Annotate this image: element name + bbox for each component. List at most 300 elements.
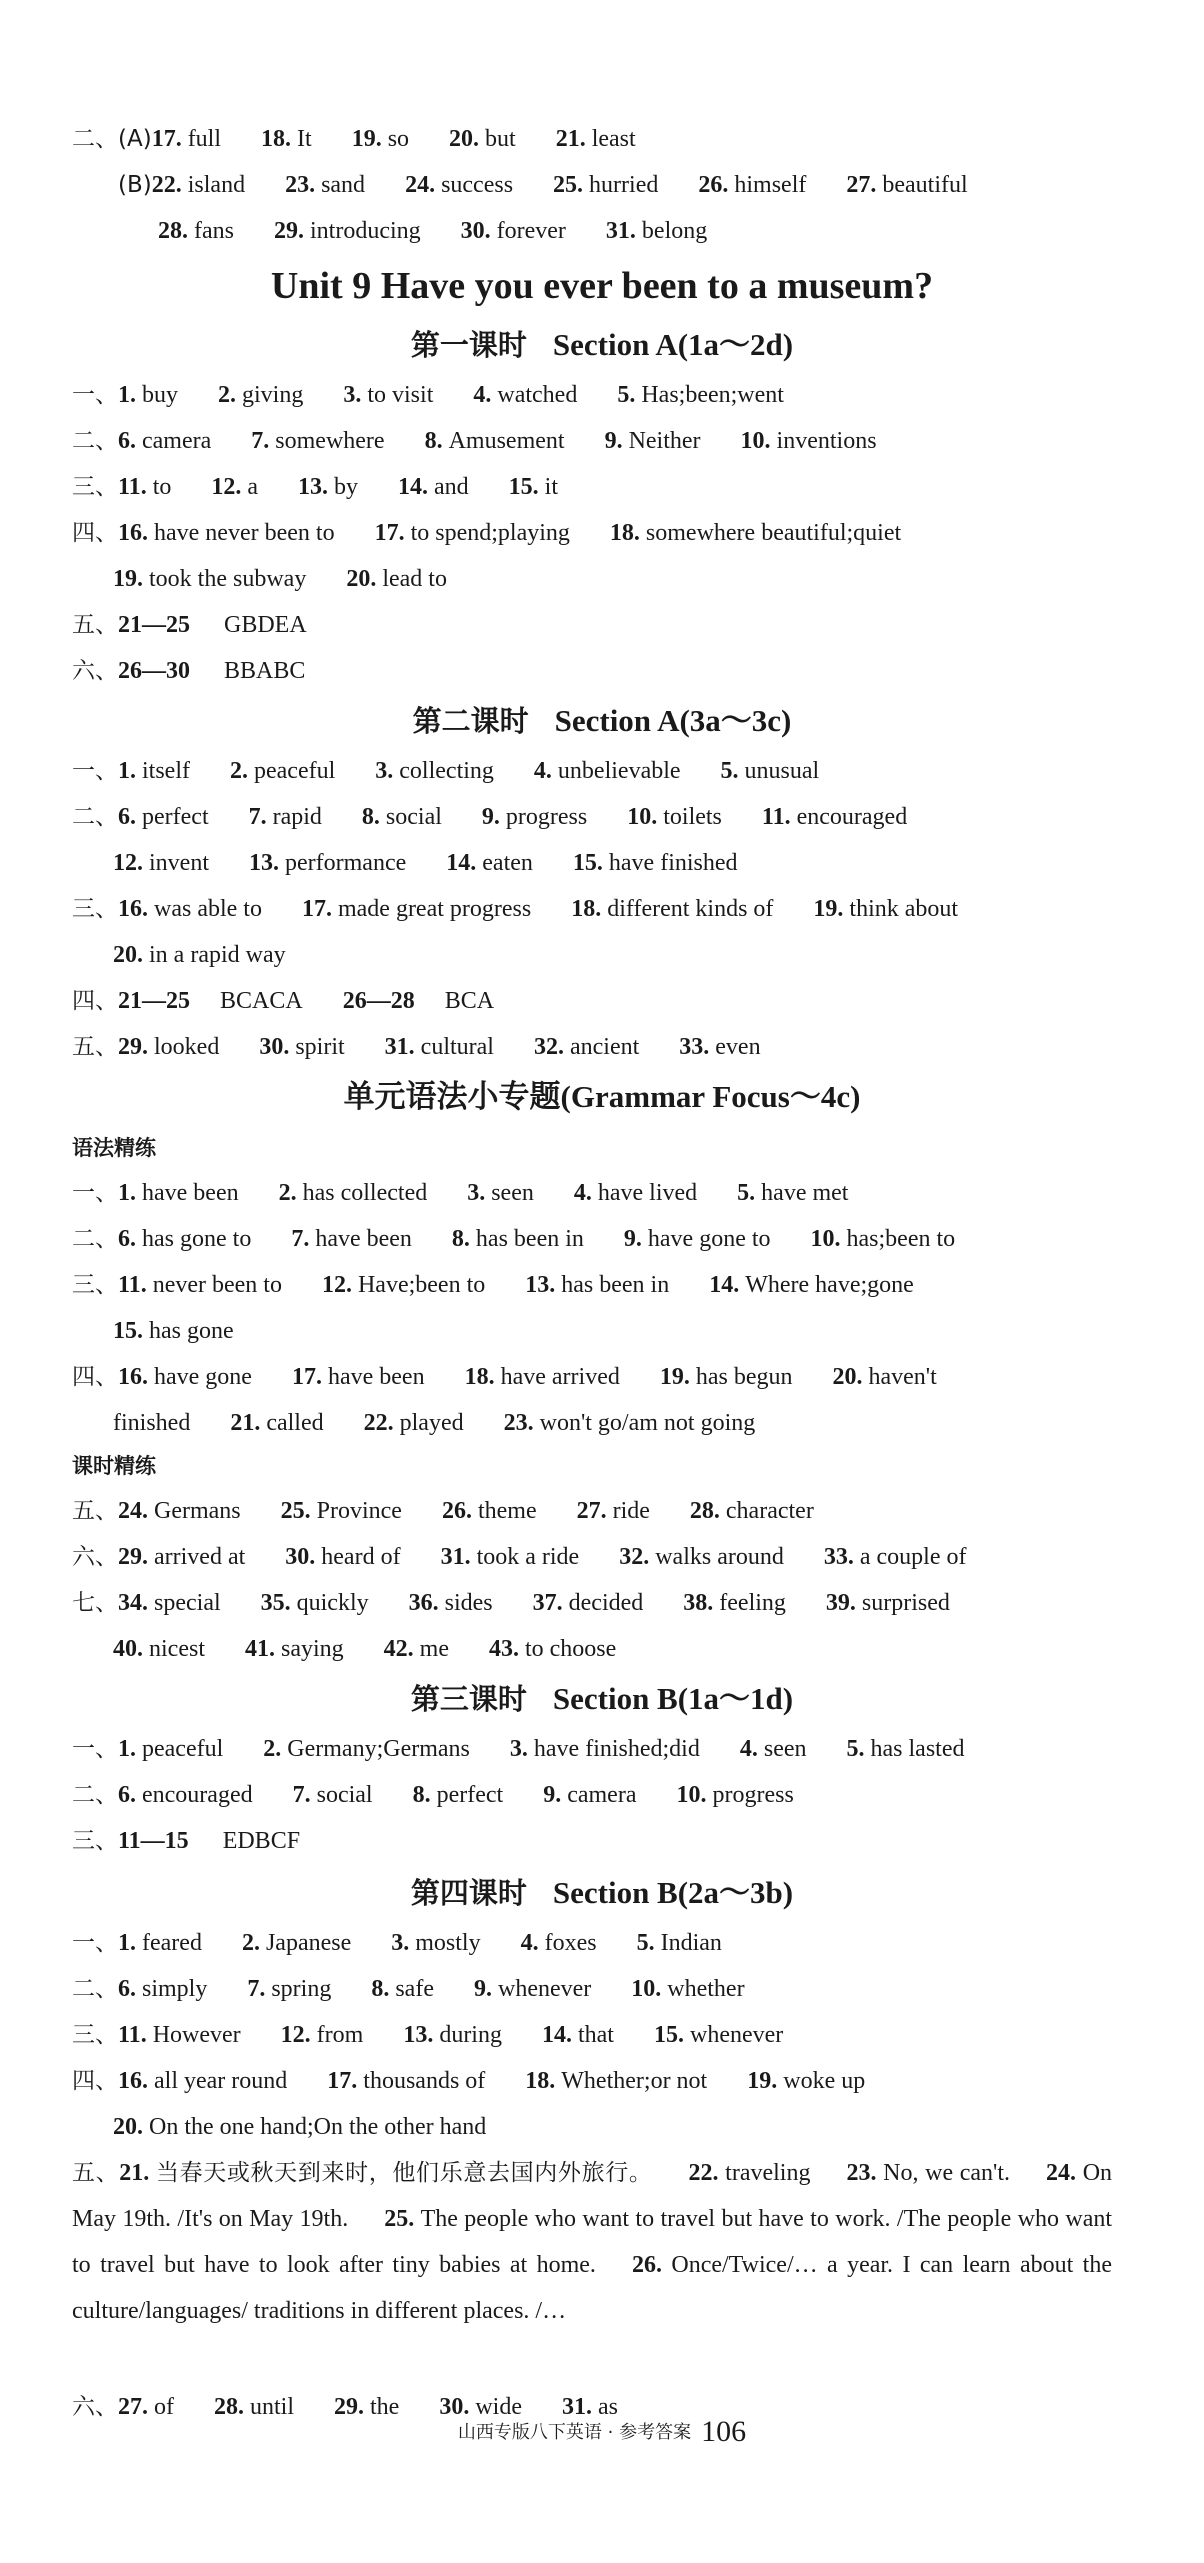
answer-item bbox=[637, 1930, 722, 1956]
answer-item bbox=[249, 804, 322, 830]
answer-item bbox=[747, 2068, 865, 2094]
answer-text: fans bbox=[194, 218, 234, 244]
answer-item bbox=[281, 2022, 364, 2048]
question-number: 11 . bbox=[118, 2022, 153, 2048]
answer-text: camera bbox=[142, 428, 212, 454]
answer-text: in a rapid way bbox=[149, 942, 286, 968]
answer-text: have never been to bbox=[154, 520, 335, 546]
answer-item bbox=[118, 1180, 239, 1206]
answer-text: feared bbox=[142, 1930, 202, 1956]
answer-text: On the one hand;On the other hand bbox=[149, 2114, 487, 2140]
question-number: 10 . bbox=[627, 804, 663, 830]
question-number: 22 . bbox=[364, 1410, 400, 1436]
answer-line bbox=[72, 748, 1164, 794]
answer-text: to visit bbox=[367, 382, 434, 408]
answer-text: thousands of bbox=[363, 2068, 486, 2094]
lesson-heading-cn: 第四课时 bbox=[410, 1876, 527, 1910]
answer-text: have met bbox=[761, 1180, 849, 1206]
lesson-heading-en: Section A(3a～3c) bbox=[554, 703, 792, 738]
answer-line bbox=[72, 116, 1164, 162]
answer-item bbox=[113, 2114, 486, 2140]
answer-line bbox=[72, 1262, 1164, 1308]
answer-item bbox=[465, 1364, 620, 1390]
answer-text: Indian bbox=[660, 1930, 722, 1956]
question-number: 4 . bbox=[534, 758, 558, 784]
answer-text: that bbox=[577, 2022, 614, 2048]
question-number: 2 . bbox=[230, 758, 254, 784]
section-label: 三、 bbox=[72, 474, 118, 500]
question-number: 11 . bbox=[118, 1272, 153, 1298]
answer-text: collecting bbox=[399, 758, 494, 784]
answer-text: Once/Twice/… a year. I can learn about the culture/languages/ traditions in different places. /… bbox=[72, 2252, 1113, 2324]
answer-text: have gone to bbox=[647, 1226, 771, 1252]
answer-text: has collected bbox=[302, 1180, 428, 1206]
answer-text: whenever bbox=[497, 1976, 592, 2002]
answer-item bbox=[573, 850, 738, 876]
answer-text: have been bbox=[315, 1226, 412, 1252]
answer-item bbox=[118, 1736, 223, 1762]
answer-text: sides bbox=[444, 1590, 493, 1616]
question-number: 24 bbox=[1046, 2160, 1071, 2186]
answer-text: spirit bbox=[295, 1034, 345, 1060]
answer-item bbox=[553, 172, 658, 198]
answer-item bbox=[259, 1034, 344, 1060]
answer-item bbox=[449, 126, 516, 152]
question-number: 26 bbox=[631, 2252, 656, 2278]
question-number: 2 . bbox=[218, 382, 242, 408]
answer-text: belong bbox=[641, 218, 708, 244]
answer-item bbox=[242, 1930, 351, 1956]
answer-text: hurried bbox=[589, 172, 659, 198]
question-number: 29 . bbox=[118, 1544, 154, 1570]
answer-item bbox=[398, 474, 469, 500]
answer-text: took a ride bbox=[476, 1544, 580, 1570]
question-number: 9 . bbox=[474, 1976, 498, 2002]
question-number: 3 . bbox=[343, 382, 367, 408]
answer-item bbox=[425, 428, 565, 454]
answer-item bbox=[571, 896, 773, 922]
question-number: 16 . bbox=[118, 520, 154, 546]
answer-text: have gone bbox=[154, 1364, 252, 1390]
answer-item bbox=[826, 1590, 950, 1616]
answer-text: Germany;Germans bbox=[287, 1736, 470, 1762]
answer-text: performance bbox=[285, 850, 407, 876]
answer-text: spring bbox=[271, 1976, 332, 2002]
section-label: 三、 bbox=[72, 1828, 118, 1854]
answer-line bbox=[158, 208, 1164, 254]
answer-item bbox=[617, 382, 784, 408]
answer-item bbox=[113, 566, 306, 592]
answer-item bbox=[302, 896, 531, 922]
answer-text: wide bbox=[475, 2394, 522, 2420]
answer-paragraph: 五、21. 当春天或秋天到来时，他们乐意去国内外旅行。 22. traveling 23. No, we can't. 24. On May 19th. /It's on May 19th. 25. The people who want to travel but have to work. /The people who want to travel but have to look after tiny babies at home. 26. Once/Twice/… a year. I can learn about the culture/languages/ traditions in different places. /… bbox=[72, 2160, 1113, 2324]
answer-text: called bbox=[266, 1410, 324, 1436]
answer-item bbox=[251, 428, 384, 454]
answer-line bbox=[72, 418, 1164, 464]
section-label: 五、 bbox=[72, 2160, 120, 2186]
question-number: 11 . bbox=[118, 474, 153, 500]
answer-item bbox=[833, 1364, 937, 1390]
answer-item bbox=[152, 126, 221, 152]
question-number: 18 . bbox=[465, 1364, 501, 1390]
question-number: 7 . bbox=[247, 1976, 271, 2002]
answer-text: full bbox=[187, 126, 222, 152]
question-number: 23 . bbox=[504, 1410, 540, 1436]
question-number: 24 . bbox=[405, 172, 441, 198]
question-number: 6 . bbox=[118, 1226, 142, 1252]
question-number: 6 . bbox=[118, 1782, 142, 1808]
answer-item bbox=[824, 1544, 967, 1570]
answer-item bbox=[371, 1976, 434, 2002]
section-label: 三、 bbox=[72, 2022, 118, 2048]
answer-text: itself bbox=[142, 758, 190, 784]
answer-text: sand bbox=[321, 172, 366, 198]
answer-item bbox=[698, 172, 806, 198]
answer-item bbox=[533, 1590, 644, 1616]
answer-text: as bbox=[598, 2394, 618, 2420]
answer-line bbox=[72, 1818, 1164, 1864]
answer-item bbox=[525, 1272, 669, 1298]
question-number: 6 . bbox=[118, 1976, 142, 2002]
answer-text: Germans bbox=[154, 1498, 241, 1524]
answer-text: woke up bbox=[783, 2068, 866, 2094]
answer-item bbox=[577, 1498, 650, 1524]
section-label: 四、 bbox=[72, 2068, 118, 2094]
answer-text: to spend;playing bbox=[410, 520, 570, 546]
answer-item bbox=[261, 126, 312, 152]
answer-text: the bbox=[370, 2394, 400, 2420]
question-number: 36 . bbox=[409, 1590, 445, 1616]
question-number: 5 . bbox=[847, 1736, 871, 1762]
answer-item bbox=[442, 1498, 537, 1524]
answer-item bbox=[249, 850, 406, 876]
question-number: 14 . bbox=[709, 1272, 745, 1298]
answer-text: cultural bbox=[420, 1034, 494, 1060]
question-number: 31 . bbox=[441, 1544, 477, 1570]
answer-text: beautiful bbox=[882, 172, 968, 198]
question-number: 11 . bbox=[762, 804, 797, 830]
answer-text: somewhere beautiful;quiet bbox=[645, 520, 902, 546]
answer-text: have been bbox=[327, 1364, 425, 1390]
answer-item bbox=[741, 428, 877, 454]
answer-text: foxes bbox=[544, 1930, 597, 1956]
answer-line bbox=[72, 648, 1164, 694]
question-number: 3 . bbox=[391, 1930, 415, 1956]
section-label: 四、 bbox=[72, 520, 118, 546]
question-number: 8 . bbox=[413, 1782, 437, 1808]
answer-text: a bbox=[247, 474, 259, 500]
question-number: 34 . bbox=[118, 1590, 154, 1616]
answer-line bbox=[72, 886, 1164, 932]
answer-text: and bbox=[434, 474, 469, 500]
question-number: 5 . bbox=[617, 382, 641, 408]
section-label: 一、 bbox=[72, 1736, 118, 1762]
answer-line bbox=[72, 1772, 1164, 1818]
answer-item bbox=[230, 758, 335, 784]
answer-text: have lived bbox=[597, 1180, 698, 1206]
answer-item bbox=[285, 172, 365, 198]
answer-item bbox=[118, 2022, 241, 2048]
question-number: 12 . bbox=[281, 2022, 317, 2048]
answer-text: introducing bbox=[309, 218, 421, 244]
answer-text: haven't bbox=[868, 1364, 937, 1390]
answer-item bbox=[298, 474, 358, 500]
answer-text: nicest bbox=[149, 1636, 205, 1662]
question-number: 15 . bbox=[509, 474, 545, 500]
answer-item bbox=[683, 1590, 786, 1616]
answer-text: quickly bbox=[296, 1590, 369, 1616]
question-number: 28 . bbox=[214, 2394, 250, 2420]
answer-text: BBABC bbox=[224, 658, 306, 684]
lesson-heading bbox=[0, 696, 1204, 746]
answer-line bbox=[72, 1966, 1164, 2012]
question-number: 15 . bbox=[113, 1318, 149, 1344]
question-range: 26—30 bbox=[118, 658, 190, 684]
answer-text: but bbox=[485, 126, 516, 152]
question-number: 2 . bbox=[242, 1930, 266, 1956]
question-number: 8 . bbox=[362, 804, 386, 830]
answer-text: has lasted bbox=[870, 1736, 965, 1762]
unit-title: Unit 9 Have you ever been to a museum? bbox=[270, 265, 934, 307]
answer-item bbox=[510, 1736, 700, 1762]
answer-item bbox=[606, 218, 707, 244]
answer-text: have finished;did bbox=[533, 1736, 700, 1762]
answer-item bbox=[413, 1782, 504, 1808]
answer-text: social bbox=[385, 804, 442, 830]
question-number: 13 . bbox=[298, 474, 334, 500]
section-label: 六、 bbox=[72, 658, 118, 684]
answer-item bbox=[737, 1180, 848, 1206]
answer-text: island bbox=[187, 172, 246, 198]
answer-item bbox=[375, 758, 494, 784]
answer-text: Whether;or not bbox=[561, 2068, 708, 2094]
answer-text: whether bbox=[667, 1976, 745, 2002]
answer-item bbox=[245, 1636, 344, 1662]
answer-text: walks around bbox=[655, 1544, 784, 1570]
answer-text: simply bbox=[142, 1976, 208, 2002]
question-number: 17 . bbox=[327, 2068, 363, 2094]
answer-item bbox=[113, 942, 286, 968]
answer-text: However bbox=[152, 2022, 241, 2048]
question-number: 17 . bbox=[152, 126, 188, 152]
question-number: 4 . bbox=[521, 1930, 545, 1956]
answer-item bbox=[343, 382, 433, 408]
question-number: 8 . bbox=[371, 1976, 395, 2002]
answer-text: Japanese bbox=[265, 1930, 352, 1956]
question-number: 25 bbox=[384, 2206, 409, 2232]
question-number: 21 bbox=[119, 2160, 144, 2186]
answer-text: eaten bbox=[482, 850, 533, 876]
answer-text: mostly bbox=[415, 1930, 481, 1956]
answer-text: invent bbox=[149, 850, 209, 876]
answer-text: from bbox=[316, 2022, 364, 2048]
answer-item bbox=[285, 1544, 400, 1570]
answer-item bbox=[624, 1226, 771, 1252]
answer-item bbox=[362, 804, 442, 830]
answer-text: watched bbox=[497, 382, 578, 408]
question-number: 18 . bbox=[571, 896, 607, 922]
question-number: 5 . bbox=[721, 758, 745, 784]
answer-text: have arrived bbox=[500, 1364, 620, 1390]
question-number: 4 . bbox=[574, 1180, 598, 1206]
answer-item bbox=[574, 1180, 697, 1206]
answer-text: ancient bbox=[569, 1034, 640, 1060]
answer-item bbox=[627, 804, 722, 830]
question-number: 7 . bbox=[293, 1782, 317, 1808]
answer-item bbox=[409, 1590, 493, 1616]
answer-text: giving bbox=[242, 382, 304, 408]
question-number: 17 . bbox=[292, 1364, 328, 1390]
answer-item bbox=[556, 126, 636, 152]
question-number: 12 . bbox=[322, 1272, 358, 1298]
answer-item bbox=[263, 1736, 470, 1762]
answer-text: least bbox=[591, 126, 636, 152]
question-number: 16 . bbox=[118, 2068, 154, 2094]
answer-item bbox=[452, 1226, 584, 1252]
question-number: 26 . bbox=[698, 172, 734, 198]
answer-text: unusual bbox=[744, 758, 820, 784]
answer-item bbox=[152, 172, 245, 198]
answer-item bbox=[467, 1180, 534, 1206]
section-label: 一、 bbox=[72, 758, 118, 784]
question-number: 29 . bbox=[118, 1034, 154, 1060]
answer-text: progress bbox=[712, 1782, 794, 1808]
answer-text: unbelievable bbox=[557, 758, 681, 784]
answer-item bbox=[654, 2022, 783, 2048]
answer-text: has been in bbox=[475, 1226, 584, 1252]
section-label: 六、 bbox=[72, 1544, 118, 1570]
answer-text: perfect bbox=[142, 804, 209, 830]
answer-item bbox=[352, 126, 409, 152]
page-footer bbox=[0, 2414, 1204, 2451]
answer-text: Province bbox=[316, 1498, 402, 1524]
answer-text: 当春天或秋天到来时，他们乐意去国内外旅行。 bbox=[155, 2160, 653, 2186]
answer-text: Has;been;went bbox=[641, 382, 784, 408]
answer-item bbox=[281, 1498, 402, 1524]
answer-text: lead to bbox=[382, 566, 447, 592]
answer-text: decided bbox=[568, 1590, 644, 1616]
question-number: 32 . bbox=[619, 1544, 655, 1570]
answer-line bbox=[113, 1400, 1164, 1446]
answer-text: by bbox=[334, 474, 359, 500]
question-number: 37 . bbox=[533, 1590, 569, 1616]
question-number: 4 . bbox=[740, 1736, 764, 1762]
section-label: 二、(A) bbox=[72, 126, 152, 152]
answer-item bbox=[247, 1976, 331, 2002]
answer-text: has;been to bbox=[846, 1226, 956, 1252]
answer-text: arrived at bbox=[154, 1544, 246, 1570]
answer-text: social bbox=[316, 1782, 373, 1808]
answer-text: has gone bbox=[149, 1318, 234, 1344]
question-number: 10 . bbox=[741, 428, 777, 454]
lesson-heading-en: Section B(1a～1d) bbox=[552, 1681, 794, 1716]
lesson-heading-cn: 第三课时 bbox=[410, 1682, 527, 1716]
answer-text: has gone to bbox=[142, 1226, 252, 1252]
subheading: 课时精练 bbox=[72, 1454, 156, 1478]
question-number: 35 . bbox=[261, 1590, 297, 1616]
answer-item bbox=[118, 1034, 219, 1060]
question-number: 6 . bbox=[118, 428, 142, 454]
answer-item bbox=[534, 1034, 639, 1060]
answer-line bbox=[72, 464, 1164, 510]
question-number: 2 . bbox=[263, 1736, 287, 1762]
answer-item bbox=[847, 1736, 965, 1762]
answer-text: forever bbox=[496, 218, 566, 244]
question-range: 11—15 bbox=[118, 1828, 189, 1854]
answer-item bbox=[230, 1410, 323, 1436]
answer-text: heard of bbox=[321, 1544, 401, 1570]
section-label: 二、 bbox=[72, 428, 118, 454]
answer-item bbox=[405, 172, 513, 198]
question-number: 18 . bbox=[261, 126, 297, 152]
answer-text: surprised bbox=[861, 1590, 950, 1616]
question-number: 28 . bbox=[158, 218, 194, 244]
answer-text: so bbox=[387, 126, 410, 152]
answer-text: camera bbox=[567, 1782, 637, 1808]
question-number: 21 . bbox=[556, 126, 592, 152]
question-number: 33 . bbox=[679, 1034, 715, 1060]
question-number: 28 . bbox=[690, 1498, 726, 1524]
answer-item bbox=[446, 850, 533, 876]
section-label: 四、 bbox=[72, 988, 118, 1014]
question-number: 19 . bbox=[747, 2068, 783, 2094]
answer-text: played bbox=[399, 1410, 464, 1436]
question-number: 10 . bbox=[811, 1226, 847, 1252]
answer-item bbox=[118, 1498, 241, 1524]
answer-item bbox=[118, 804, 209, 830]
answer-item bbox=[605, 428, 701, 454]
answer-item bbox=[118, 758, 190, 784]
answer-item bbox=[391, 1930, 480, 1956]
section-label: 七、 bbox=[72, 1590, 118, 1616]
answer-item bbox=[813, 896, 958, 922]
answer-text: BCACA bbox=[220, 988, 303, 1014]
section-label: 五、 bbox=[72, 1498, 118, 1524]
answer-item bbox=[113, 1318, 234, 1344]
question-number: 24 . bbox=[118, 1498, 154, 1524]
answer-item bbox=[721, 758, 820, 784]
answer-line bbox=[113, 1308, 1164, 1354]
question-number: 23 bbox=[846, 2160, 871, 2186]
section-label: 二、 bbox=[72, 1226, 118, 1252]
question-number: 30 . bbox=[461, 218, 497, 244]
answer-text: peaceful bbox=[142, 1736, 224, 1762]
lesson-heading-en: Section A(1a～2d) bbox=[552, 327, 794, 362]
answer-item bbox=[461, 218, 566, 244]
answer-item bbox=[346, 566, 447, 592]
answer-text: won't go/am not going bbox=[539, 1410, 756, 1436]
question-number: 40 . bbox=[113, 1636, 149, 1662]
question-range: 26—28 bbox=[342, 988, 415, 1014]
answer-item bbox=[610, 520, 901, 546]
answer-item bbox=[762, 804, 907, 830]
question-number: 20 . bbox=[346, 566, 382, 592]
section-label: 五、 bbox=[72, 612, 118, 638]
answer-item bbox=[403, 2022, 502, 2048]
question-number: 8 . bbox=[452, 1226, 476, 1252]
question-range: 21—25 bbox=[118, 988, 190, 1014]
answer-line bbox=[72, 1216, 1164, 1262]
lesson-heading bbox=[0, 1674, 1204, 1724]
answer-text: himself bbox=[734, 172, 807, 198]
answer-text: rapid bbox=[272, 804, 322, 830]
question-number: 1 . bbox=[118, 382, 142, 408]
answer-text: inventions bbox=[776, 428, 877, 454]
answer-line bbox=[72, 1024, 1164, 1070]
answer-text: even bbox=[715, 1034, 761, 1060]
answer-text: never been to bbox=[152, 1272, 282, 1298]
question-number: 17 . bbox=[302, 896, 338, 922]
